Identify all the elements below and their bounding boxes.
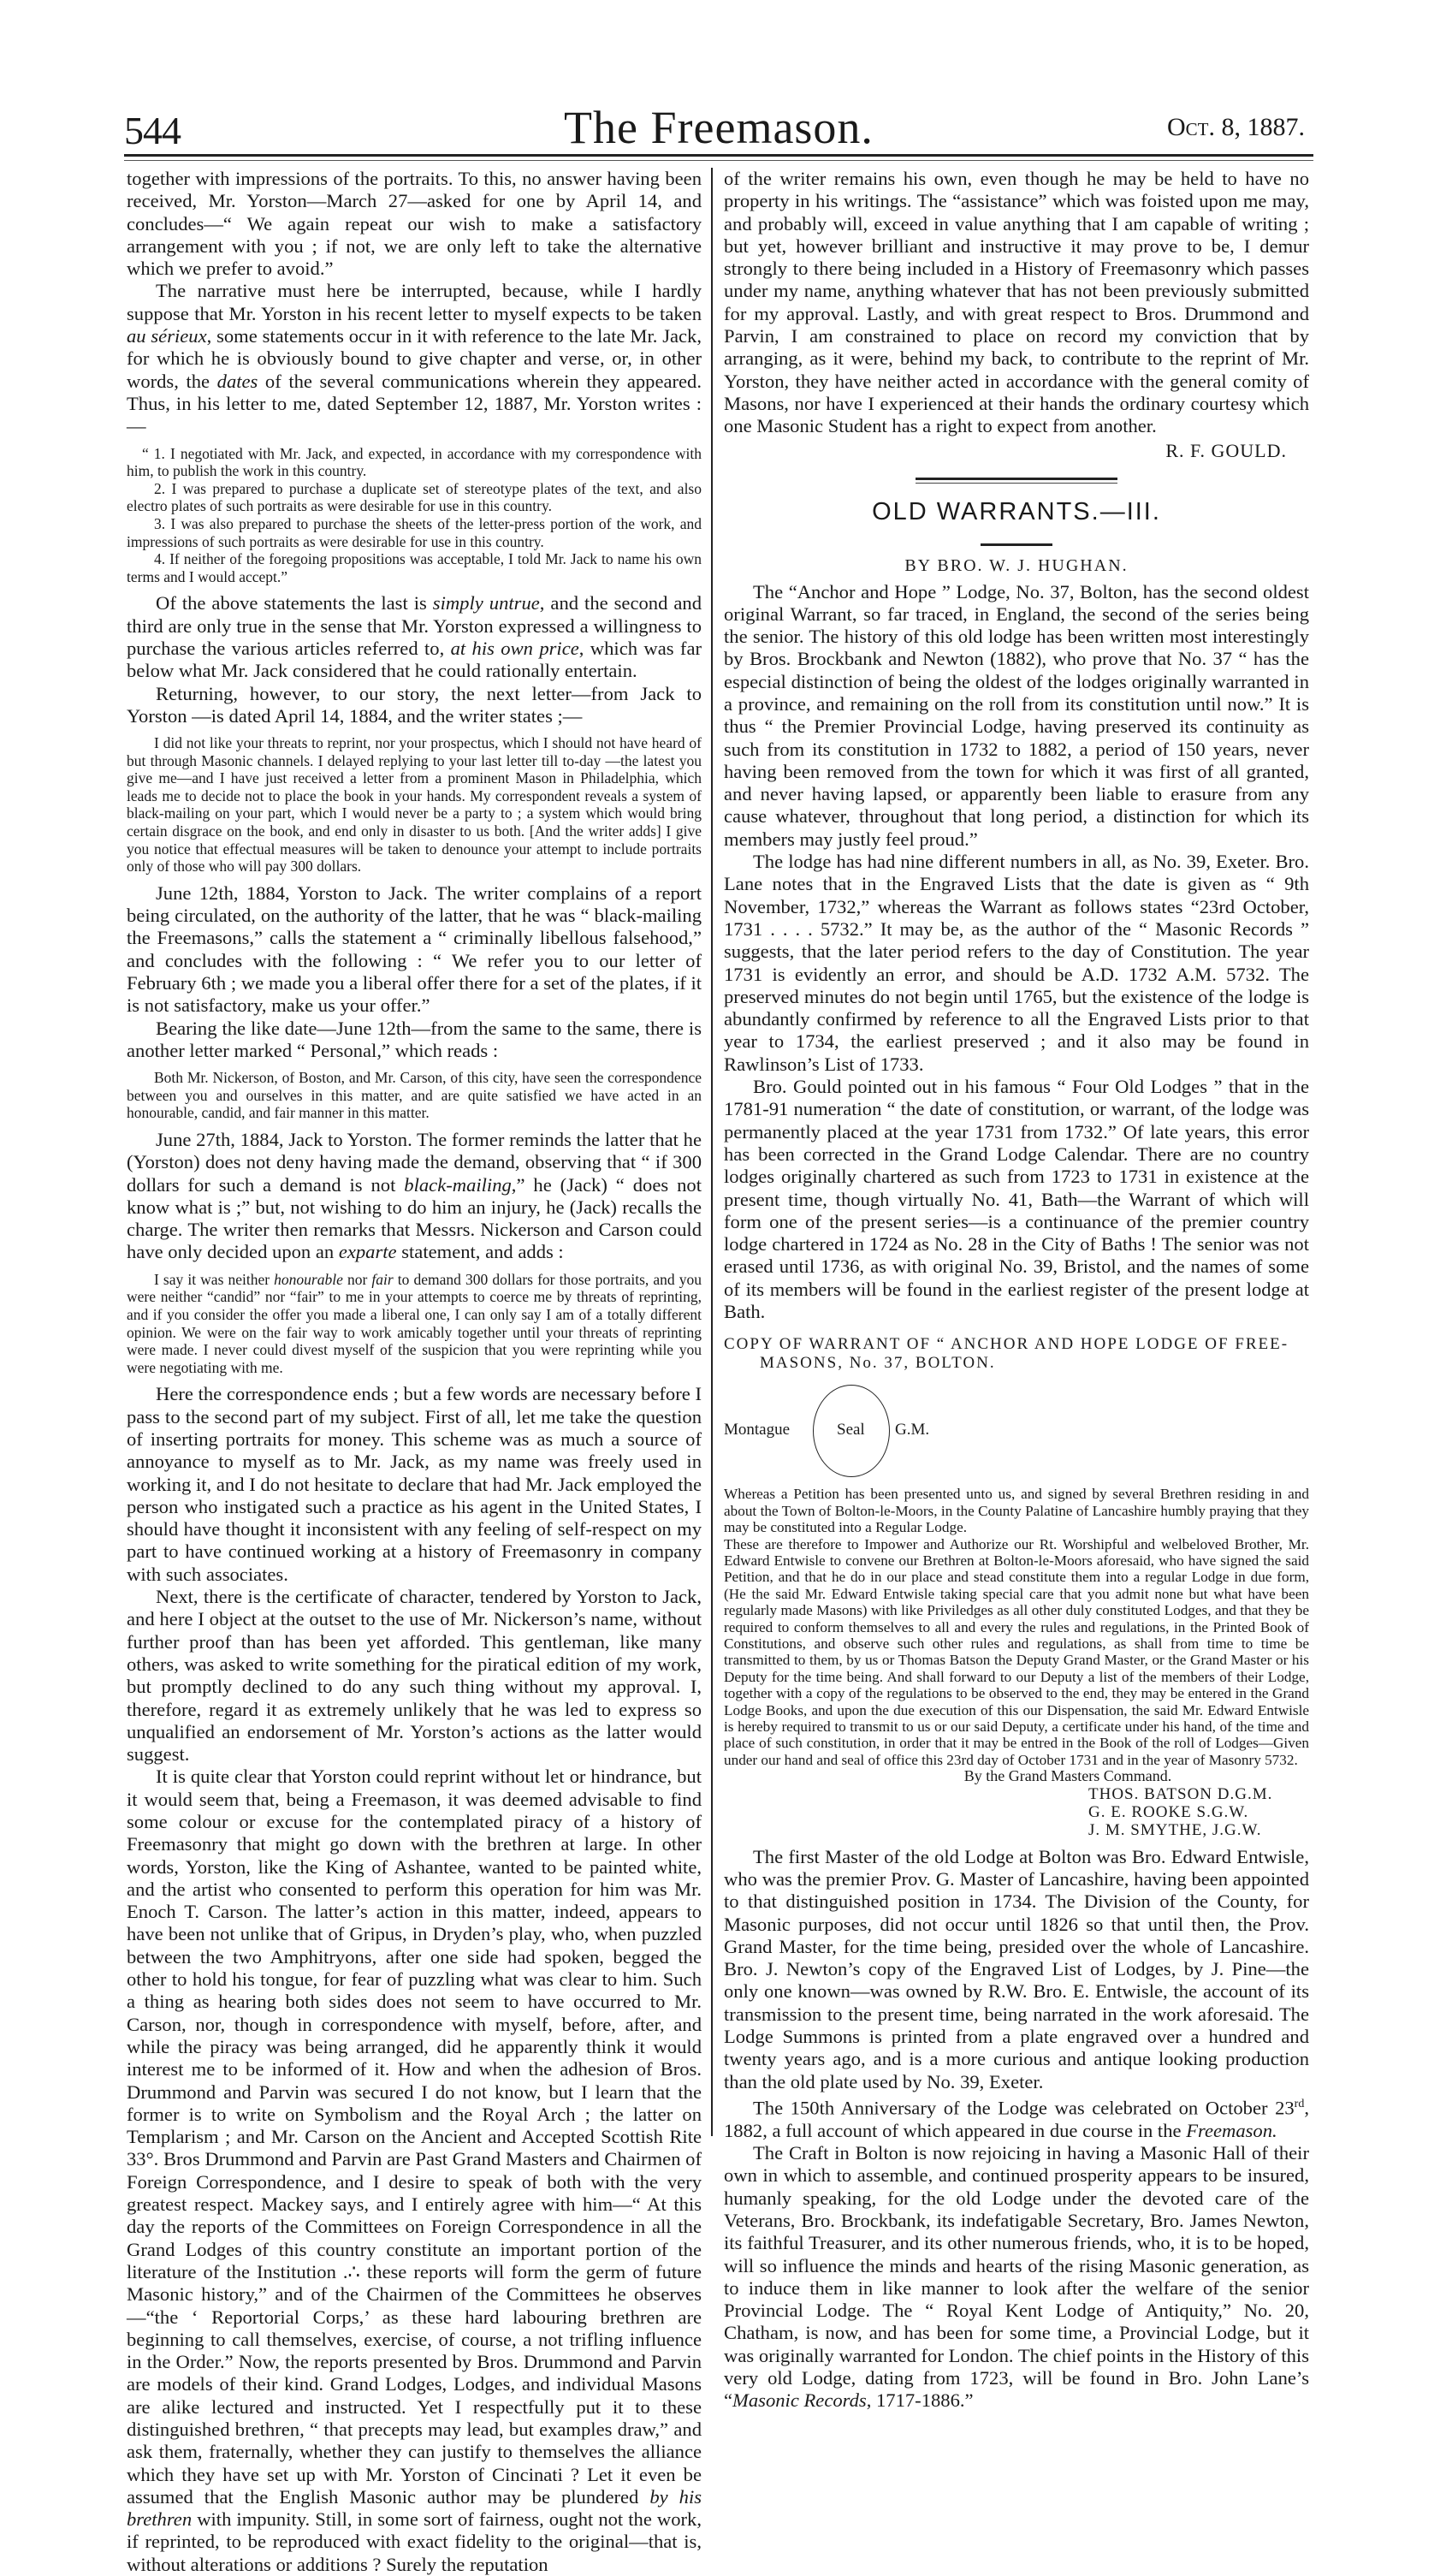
paragraph: The first Master of the old Lodge at Bolton was Bro. Edward Entwisle, who was the premier Prov. G. Master of Lancashire, having been appointed to that distinguished position in 1734. The Division of the County, for Masonic purposes, did not occur until 1826 so that until then, the Prov. Grand Master, for the time being, presided over the whole of Lancashire. Bro. J. Newton’s copy of the Engraved List of Lodges, by J. Pine—the only one known—was owned by R.W. Bro. E. Entwisle, the account of its transmission to the present time, being narrated in the work aforesaid. The Lodge Summons is printed from a plate engraved over a hundred and twenty years ago, and is a more curious and antique looking production than the old plate used by No. 39, Exeter. <box>724 1845 1309 2092</box>
paragraph: Bro. Gould pointed out in his famous “ Four Old Lodges ” that in the 1781-91 numeration “ the date of constitution, or warrant, of the lodge was permanently placed at the year 1731 from 1732.” Of late years, this error has been corrected in the Grand Lodge Calendar. There are no country lodges originally chartered as such from 1723 to 1731 in existence at the present time, though virtually No. 41, Bath—the Warrant of which will form one of the present series—is a continuance of the premier country lodge chartered in 1724 as No. 28 in the City of Baths ! The senior was not erased until 1736, as with original No. 39, Bristol, and the names of some of its members will be found in the earliest register of the present lodge at Bath. <box>724 1076 1309 1323</box>
paragraph: Returning, however, to our story, the next letter—from Jack to Yorston —is dated April 14, 1884, and the writer states ;— <box>127 682 702 727</box>
signatory: J. M. SMYTHE, J.G.W. <box>1088 1820 1262 1839</box>
warrant-paragraph: These are therefore to Impower and Authorize our Rt. Worshipful and welbeloved Brother, Mr. Edward Entwisle to convene our Brethren at Bolton-le-Moors aforesaid, who have signed the said Petition, and that he do in our place and stead constitute them into a regular Lodge in due form, (He the said Mr. Edward Entwisle taking special care that you admit none but what have been regularly made Masons) with like Priviledges as all other duly constituted Lodges, and that they be required to conform themselves to all and every the rules and regulations, in the Printed Book of Constitutions, and observe such other rules and regulations, as shall from time to time be transmitted to them, by us or Thomas Batson the Deputy Grand Master, or the Grand Master or his Deputy for the time being. And shall forward to our Deputy a list of the members of their Lodge, together with a copy of the regulations to be observed to the end, they may be entered in the Grand Lodge Books, and upon the due execution of this our Dispensation, the said Mr. Edward Entwisle is hereby required to transmit to us or our said Deputy, a certificate under his hand, of the time and place of such constitution, in order that it may be entred in the Book of the roll of Lodges—Given under our hand and seal of office this 23rd day of October 1731 and in the year of Masonry 5732. <box>724 1535 1309 1768</box>
author-signature: R. F. GOULD. <box>1165 439 1287 461</box>
paragraph: Next, there is the certificate of character, tendered by Yorston to Jack, and here I object at the outset to the use of Mr. Nickerson’s name, without further proof than has been yet afforded. This gentleman, like many others, was asked to write something for the piratical edition of my work, but promptly declined to do any such thing without my approval. I, therefore, regard it as extremely unlikely that he was led to express so unqualified an endorsement of Mr. Yorston’s actions as the latter would suggest. <box>127 1586 702 1766</box>
page-number: 544 <box>124 109 181 152</box>
newspaper-title: The Freemason. <box>564 102 874 153</box>
quote-text: Both Mr. Nickerson, of Boston, and Mr. Carson, of this city, have seen the correspondence between you and ourselves in this matter, and are quite satisfied we have acted in an honourable, candid, and fair manner in this matter. <box>127 1069 702 1122</box>
title-rule <box>981 543 1052 546</box>
quote-text: I say it was neither honourable nor fair to demand 300 dollars for those portraits, and you were neither “candid” nor “fair” to me in your attempts to coerce me by threats of reprinting, and if you consider the offer you made a liberal one, I can only say I am of a totally different opinion. We were on the fair way to work amicably together until your threats of reprinting were made. I never could divest myself of the suspicion that you were reprinting while you were negotiating with me. <box>127 1270 702 1376</box>
column-divider <box>711 168 713 2136</box>
paragraph: It is quite clear that Yorston could reprint without let or hindrance, but it would seem that, being a Freemason, it was deemed advisable to find some colour or excuse for the contemplated piracy of a history of Freemasonry that might go down with the brethren at large. In other words, Yorston, like the King of Ashantee, wanted to be painted white, and the artist who consented to perform this operation for him was Mr. Enoch T. Carson. The latter’s action in this matter, indeed, appears to have been not unlike that of Gripus, in Dryden’s play, who, when puzzled between the two Amphitryons, after one side had spoken, begged the other to hold his tongue, for fear of puzzling what was clear to him. Such a thing as hearing both sides does not seem to have occurred to Mr. Carson, nor, though in correspondence with myself, before, after, and while the piracy was being arranged, did he apparently think it would interest me to be informed of it. How and when the adhesion of Bros. Drummond and Parvin was secured I do not know, but I learn that the former is to write on Symbolism and the Royal Arch ; the latter on Templarism ; and Mr. Carson on the Ancient and Accepted Scottish Rite 33°. Bros Drummond and Parvin are Past Grand Masters and Chairmen of Foreign Correspondence, and I desire to speak of both with the very greatest respect. Mackey says, and I entirely agree with him—“ At this day the reports of the Committees on Foreign Correspondence in all the Grand Lodges of this country constitute an important portion of the literature of the Institution .∴ these reports will form the germ of future Masonic history,” and of the Chairmen of the Committees he observes—“the ‘ Reportorial Corps,’ as these hard labouring brethren are beginning to call themselves, exercise, of course, a not trifling influence in the Order.” Now, the reports presented by Bros. Drummond and Parvin are models of their kind. Grand Lodges, Lodges, and individual Masons are alike lectured and instructed. Yet I respectfully put it to these distinguished brethren, “ that precepts may lead, but examples draw,” and ask them, fraternally, whether they can justify to themselves the alliance which they have set up with Mr. Yorston of Cincinati ? Let it even be assumed that the English Masonic author may be plundered by his brethren with impunity. Still, in some sort of fairness, ought not the work, if reprinted, to be reproduced with exact fidelity to the original—that is, without alterations or additions ? Surely the reputation <box>127 1766 702 2575</box>
quote-item: 3. I was also prepared to purchase the sheets of the letter-press portion of the work, and impressions of such portraits as were desirable for use in this country. <box>127 514 702 550</box>
warrant-text <box>724 1486 1309 1838</box>
issue-date: Oct. 8, 1887. <box>1167 113 1305 141</box>
quote-item: 2. I was prepared to purchase a duplicate set of stereotype plates of the text, and also electro plates of such portraits as were desirable for use in this country. <box>127 479 702 515</box>
paragraph: Bearing the like date—June 12th—from the same to the same, there is another letter marked “ Personal,” which reads : <box>127 1017 702 1061</box>
paragraph: together with impressions of the portraits. To this, no answer having been received, Mr. Yorston—March 27—asked for one by April 14, and concludes—“ We again repeat our wish to make a satisfactory arrangement with you ; if not, we are only left to take the alternative which we prefer to avoid.” <box>127 168 702 280</box>
warrant-paragraph: Whereas a Petition has been presented unto us, and signed by several Brethren residing in and about the Town of Bolton-le-Moors, in the County Palatine of Lancashire humbly praying that they may be constituted into a Regular Lodge. <box>724 1486 1309 1536</box>
article-title: OLD WARRANTS.—III. <box>872 497 1161 525</box>
warrant-command: By the Grand Masters Command. <box>963 1767 1172 1785</box>
paragraph: The lodge has had nine different numbers in all, as No. 39, Exeter. Bro. Lane notes that in the Engraved Lists that the date is given as “ 9th November, 1732,” whereas the Warrant as follows states “23rd October, 1731 . . . . 5732.” It may be, as the author of the “ Masonic Records ” suggests, that the later period refers to the day of Constitution. The year 1731 is evidently an error, and should be A.D. 1732 A.M. 5732. The preserved minutes do not begin until 1765, but the existence of the lodge is abundantly confirmed by reference to all the Engraved Lists prior to that year to 1734, the earliest preserved ; and it also may be found in Rawlinson’s List of 1733. <box>724 851 1309 1075</box>
signatory: THOS. BATSON D.G.M. <box>1088 1784 1273 1803</box>
personal-quote <box>127 1069 702 1122</box>
article-byline: BY BRO. W. J. HUGHAN. <box>904 556 1129 576</box>
left-column <box>127 168 702 2576</box>
seal-right-label: G.M. <box>895 1421 930 1439</box>
masthead-rule <box>124 154 1313 157</box>
quote-item: 4. If neither of the foregoing propositions was acceptable, I told Mr. Jack to name his own terms and I would accept.” <box>127 550 702 585</box>
seal-left-label: Montague <box>724 1421 791 1439</box>
yorston-quote <box>127 445 702 586</box>
paragraph: The Craft in Bolton is now rejoicing in having a Masonic Hall of their own in which to assemble, and continued prosperity appears to be insured, humanly speaking, for the old Lodge under the devoted care of the Veterans, Bro. Brockbank, its indefatigable Secretary, Bro. James Newton, its faithful Treasurer, and its other numerous friends, who, it is to be hoped, will so influence the minds and hearts of the rising Masonic generation, as to induce them in like manner to look after the welfare of the senior Provincial Lodge. The “ Royal Kent Lodge of Antiquity,” No. 20, Chatham, is now, and has been for some time, a Provincial Lodge, but it was originally warranted for London. The chief points in the History of this very old Lodge, dating from 1723, will be found in Bro. John Lane’s “Masonic Records, 1717-1886.” <box>724 2142 1309 2412</box>
warrant-signatories <box>1088 1785 1309 1839</box>
signatory: G. E. ROOKE S.G.W. <box>1088 1802 1249 1821</box>
paragraph: The 150th Anniversary of the Lodge was celebrated on October 23rd, 1882, a full account of which appeared in due course in the Freemason. <box>724 2097 1309 2141</box>
paragraph: The “Anchor and Hope ” Lodge, No. 37, Bolton, has the second oldest original Warrant, so far traced, in England, the second of the series being the senior. The history of this old lodge has been written most interestingly by Bros. Brockbank and Newton (1882), who prove that No. 37 “ has the especial distinction of being the oldest of the lodges originally warranted in a province, and remaining on the roll from its constitution until now.” It is thus “ the Premier Provincial Lodge, having preserved its continuity as such from its constitution in 1732 to 1882, a period of 150 years, never having been removed from the town for which it was first of all granted, and never having lapsed, or apparently been liable to erasure from any cause whatever, throughout that long period, a distinction for which its members may justly feel proud.” <box>724 580 1309 850</box>
section-separator <box>916 478 1117 484</box>
seal-block <box>724 1376 1309 1479</box>
seal-label: Seal <box>837 1421 865 1439</box>
paragraph: The narrative must here be interrupted, because, while I hardly suppose that Mr. Yorston in his recent letter to myself expects to be taken au sérieux, some statements occur in it with reference to the late Mr. Jack, for which he is obviously bound to give chapter and verse, or, in other words, the dates of the several communications wherein they appeared. Thus, in his letter to me, dated September 12, 1887, Mr. Yorston writes :— <box>127 280 702 437</box>
right-column <box>724 168 1309 2413</box>
warrant-heading: COPY OF WARRANT OF “ ANCHOR AND HOPE LODGE OF FREE- MASONS, No. 37, BOLTON. <box>724 1335 1289 1373</box>
paragraph: Of the above statements the last is simply untrue, and the second and third are only true in the sense that Mr. Yorston expressed a willingness to purchase the various articles referred to, at his own price, which was far below what Mr. Jack considered that he could rationally entertain. <box>127 592 702 682</box>
paragraph: Here the correspondence ends ; but a few words are necessary before I pass to the second part of my subject. First of all, let me take the question of inserting portraits for money. This scheme was as much a source of annoyance to myself as to Mr. Jack, as my name was freely used in working it, and I do not hesitate to declare that had Mr. Jack employed the person who instigated such a practice as his agent in the United States, I should have thought it inconsistent with any feeling of self-respect on my part to have continued working at a history of Freemasonry in company with such associates. <box>127 1383 702 1585</box>
jack-quote <box>127 734 702 875</box>
honour-quote <box>127 1271 702 1377</box>
paragraph: June 12th, 1884, Yorston to Jack. The writer complains of a report being circulated, on the authority of the latter, that he was “ black-mailing the Freemasons,” calls the statement a “ criminally libellous falsehood,” and concludes with the following : “ We refer you to our letter of February 6th ; we made you a liberal offer there for a set of the plates, if it is not satisfactory, make us your offer.” <box>127 881 702 1017</box>
paragraph: June 27th, 1884, Jack to Yorston. The former reminds the latter that he (Yorston) does not deny having made the demand, observing that “ if 300 dollars for such a demand is not black-mailing,” he (Jack) “ does not know what is ;” but, not wishing to do him an injury, he (Jack) recalls the charge. The writer then remarks that Messrs. Nickerson and Carson could have only decided upon an exparte statement, and adds : <box>127 1129 702 1263</box>
masthead-rule-thin <box>124 160 1313 161</box>
masthead <box>124 101 1313 152</box>
quote-item: “ 1. I negotiated with Mr. Jack, and expected, in accordance with my correspondence with him, to publish the work in this country. <box>127 444 702 480</box>
quote-text: I did not like your threats to reprint, nor your prospectus, which I should not have heard of but through Masonic channels. I delayed replying to your last letter till to-day —the latest you give me—and I have just received a letter from a prominent Mason in Philadelphia, which leads me to decide not to place the book in your hands. My correspondent reveals a system of black-mailing on your part, which I would never be a party to ; a system which would bring certain disgrace on the book, and end only in disaster to us both. [And the writer adds] I give you notice that effectual measures will be taken to denounce your attempt to include portraits only of those who will pay 300 dollars. <box>127 734 702 875</box>
paragraph: of the writer remains his own, even though he may be held to have no property in his writings. The “assistance” which was foisted upon me may, and probably will, exceed in value anything that I am capable of writing ; but yet, however brilliant and instructive it may prove to be, I demur strongly to there being included in a History of Freemasonry which passes under my name, anything whatever that has not been previously submitted for my approval. Lastly, and with great respect to Bros. Drummond and Parvin, I am constrained to place on record my conviction that by arranging, as it were, behind my back, to contribute to the reprint of Mr. Yorston, they have neither acted in accordance with the general comity of Masons, nor have I experienced at their hands the ordinary courtesy which one Masonic Student has a right to expect from another. <box>724 168 1309 437</box>
